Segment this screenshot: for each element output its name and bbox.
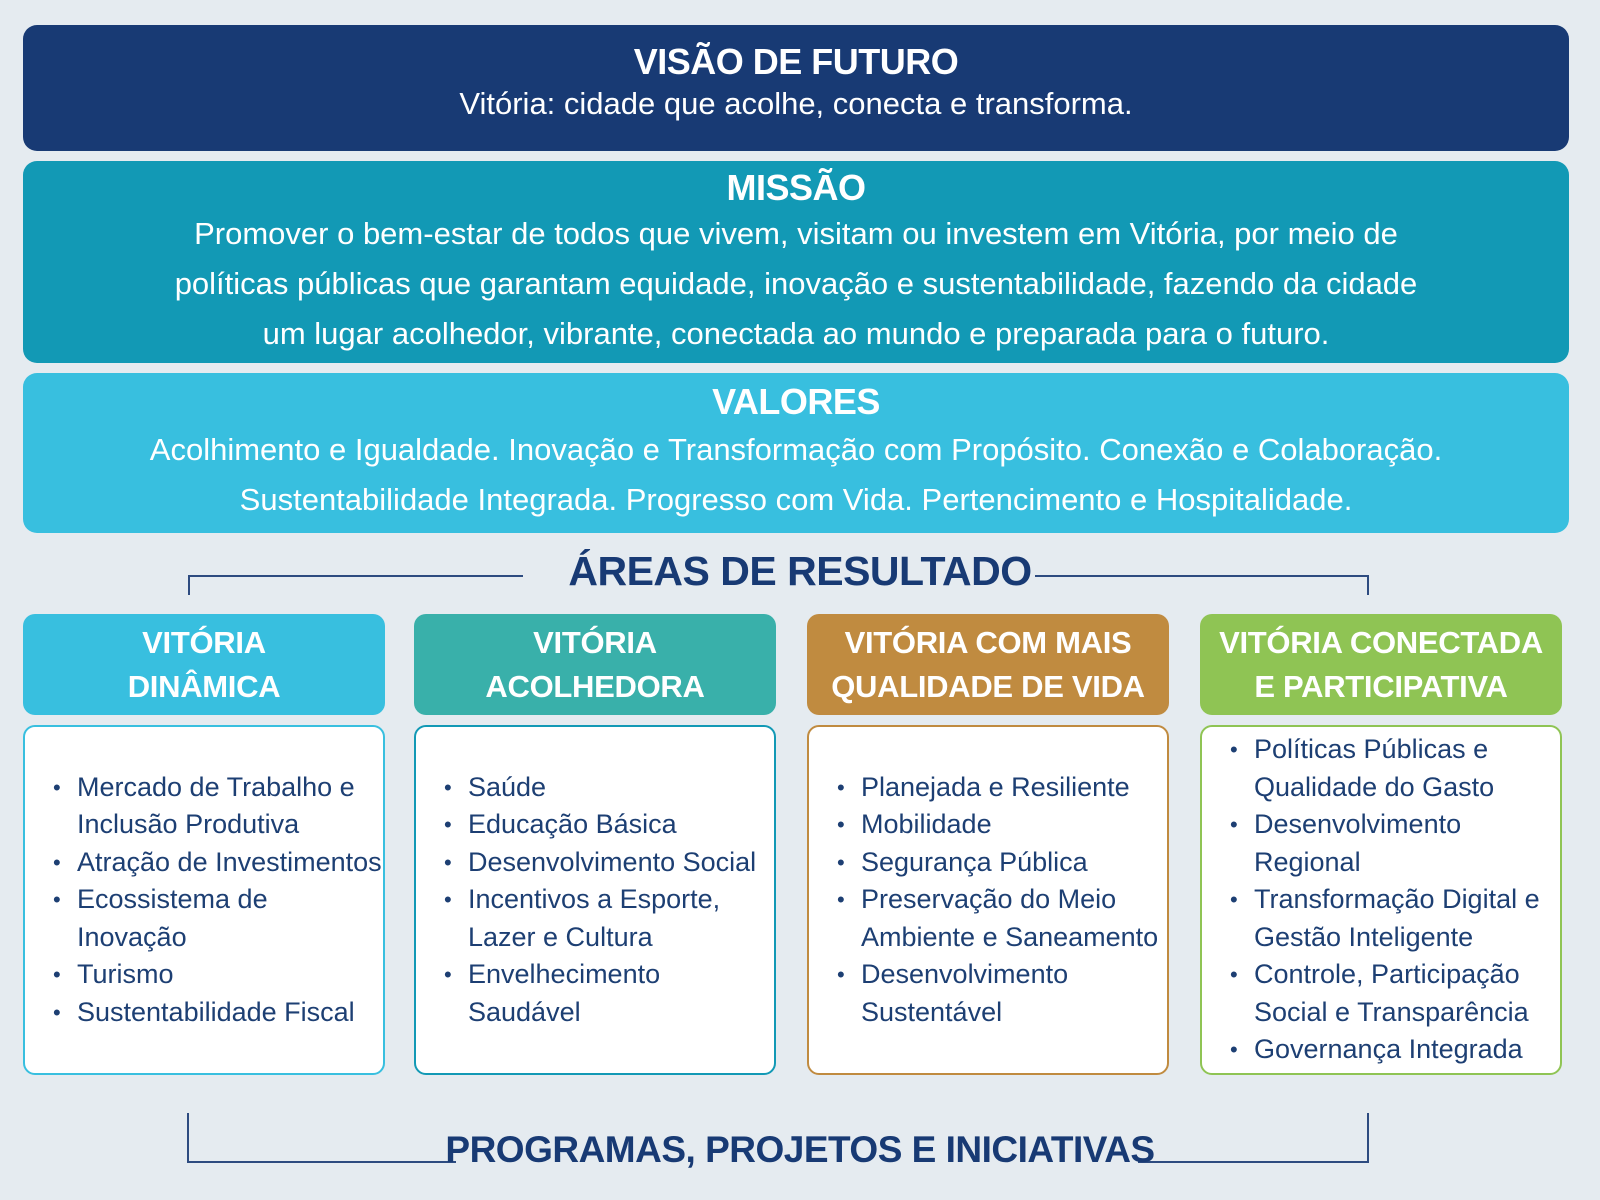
list-item: • Governança Integrada bbox=[1254, 1031, 1560, 1069]
list-item: • Turismo bbox=[77, 956, 383, 994]
mission-band bbox=[23, 161, 1569, 363]
list-item: • Segurança Pública bbox=[861, 844, 1167, 882]
values-band bbox=[23, 373, 1569, 533]
list-item: • Desenvolvimento Social bbox=[468, 844, 774, 882]
mission-line: um lugar acolhedor, vibrante, conectada ao mundo e preparada para o futuro. bbox=[262, 316, 1330, 351]
values-line: Acolhimento e Igualdade. Inovação e Transformação com Propósito. Conexão e Colaboração. bbox=[149, 432, 1443, 467]
area-header-conectada bbox=[1200, 614, 1562, 715]
list-item: • Atração de Investimentos bbox=[77, 844, 383, 882]
list-item: • Desenvolvimento Regional bbox=[1254, 806, 1560, 881]
mission-line: políticas públicas que garantam equidade, inovação e sustentabilidade, fazendo da cidade bbox=[174, 266, 1418, 301]
area-title: VITÓRIA COM MAIS QUALIDADE DE VIDA bbox=[831, 624, 1145, 704]
list-item: • Políticas Públicas e Qualidade do Gasto bbox=[1254, 731, 1560, 806]
vision-text: Vitória: cidade que acolhe, conecta e transforma. bbox=[459, 86, 1133, 121]
list-item: • Ecossistema de Inovação bbox=[77, 881, 383, 956]
area-title: VITÓRIA ACOLHEDORA bbox=[485, 624, 705, 704]
area-header-qualidade-de-vida bbox=[807, 614, 1169, 715]
area-list-dinamica bbox=[23, 725, 385, 1075]
list-item: • Mercado de Trabalho e Inclusão Produtiva bbox=[77, 769, 383, 844]
vision-title: VISÃO DE FUTURO bbox=[633, 41, 959, 82]
mission-title: MISSÃO bbox=[726, 167, 866, 208]
mission-line: Promover o bem-estar de todos que vivem, visitam ou investem em Vitória, por meio de bbox=[194, 216, 1398, 251]
area-list-conectada bbox=[1200, 725, 1562, 1075]
values-title: VALORES bbox=[712, 381, 880, 422]
list-item: • Desenvolvimento Sustentável bbox=[861, 956, 1167, 1031]
list-item: • Envelhecimento Saudável bbox=[468, 956, 774, 1031]
list-item: • Mobilidade bbox=[861, 806, 1167, 844]
programs-title: PROGRAMAS, PROJETOS E INICIATIVAS bbox=[445, 1129, 1155, 1170]
list-item: • Saúde bbox=[468, 769, 774, 807]
list-item: • Transformação Digital e Gestão Inteligente bbox=[1254, 881, 1560, 956]
list-item: • Planejada e Resiliente bbox=[861, 769, 1167, 807]
area-header-acolhedora bbox=[414, 614, 776, 715]
list-item: • Incentivos a Esporte, Lazer e Cultura bbox=[468, 881, 774, 956]
list-item: • Educação Básica bbox=[468, 806, 774, 844]
area-list-acolhedora bbox=[414, 725, 776, 1075]
list-item: • Controle, Participação Social e Transparência bbox=[1254, 956, 1560, 1031]
list-item: • Preservação do Meio Ambiente e Saneamento bbox=[861, 881, 1167, 956]
area-list-qualidade-de-vida bbox=[807, 725, 1169, 1075]
list-item: • Sustentabilidade Fiscal bbox=[77, 994, 383, 1032]
areas-title: ÁREAS DE RESULTADO bbox=[568, 548, 1032, 594]
vision-band bbox=[23, 25, 1569, 151]
values-line: Sustentabilidade Integrada. Progresso com Vida. Pertencimento e Hospitalidade. bbox=[239, 482, 1353, 517]
area-title: VITÓRIA CONECTADA E PARTICIPATIVA bbox=[1219, 624, 1543, 704]
area-header-dinamica bbox=[23, 614, 385, 715]
area-title: VITÓRIA DINÂMICA bbox=[127, 624, 281, 704]
